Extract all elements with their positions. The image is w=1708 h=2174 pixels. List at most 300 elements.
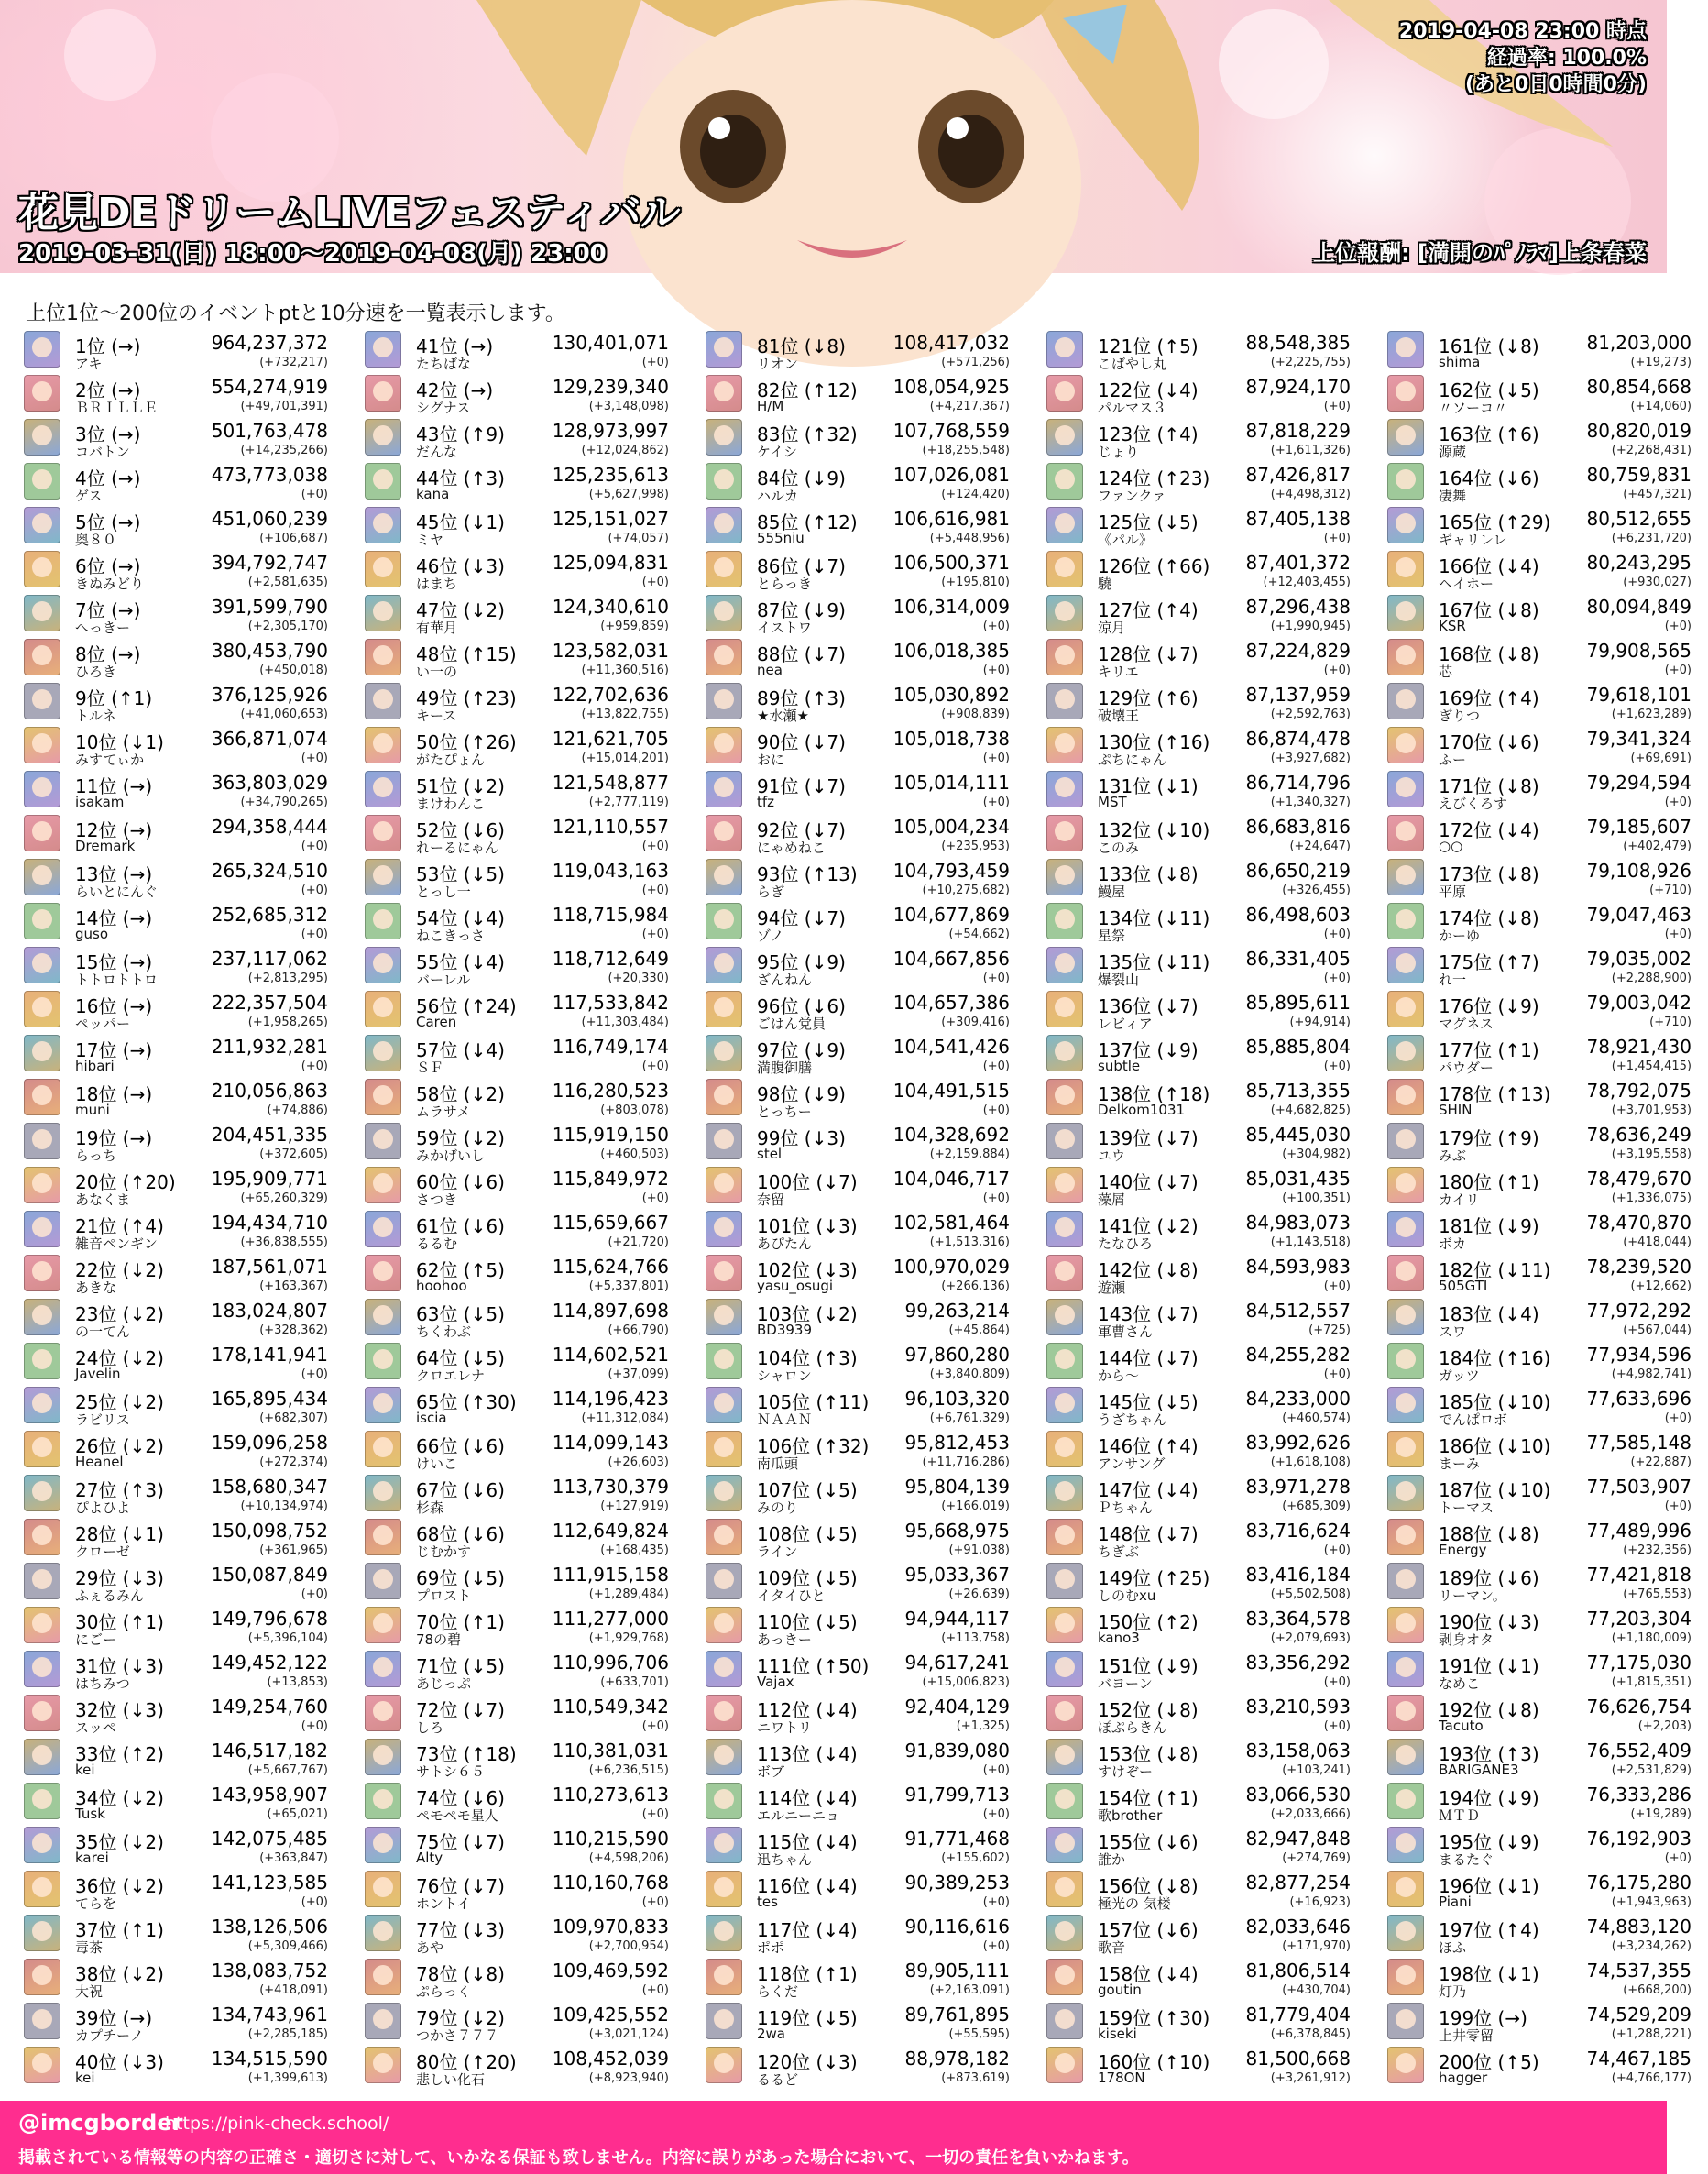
ranking-row	[706, 1782, 1026, 1826]
player-name: MST	[1098, 794, 1127, 810]
player-name: たなひろ	[1098, 1235, 1154, 1252]
idol-avatar-icon	[24, 507, 60, 544]
idol-avatar-icon	[365, 507, 401, 544]
rank-label: 39位 (→)	[75, 2007, 153, 2029]
player-name: トーマス	[1439, 1499, 1494, 1516]
rank-label: 136位 (↓7)	[1098, 995, 1199, 1017]
event-points: 125,151,027	[552, 508, 669, 530]
event-points: 77,503,907	[1586, 1476, 1692, 1498]
ranking-row	[1046, 1958, 1367, 2002]
ranking-row	[706, 2002, 1026, 2046]
ten-minute-delta: (+1,143,518)	[1270, 1235, 1351, 1249]
ranking-row	[1387, 1342, 1708, 1386]
event-points: 86,874,478	[1245, 728, 1351, 750]
idol-avatar-icon	[706, 551, 742, 587]
ranking-row	[24, 1650, 345, 1694]
ranking-row	[1046, 1914, 1367, 1958]
idol-avatar-icon	[706, 727, 742, 763]
ten-minute-delta: (+0)	[641, 356, 669, 369]
site-link[interactable]: https://pink-check.school/	[165, 2114, 389, 2134]
ranking-row	[706, 770, 1026, 814]
event-points: 149,254,760	[211, 1696, 328, 1718]
event-points: 79,618,101	[1586, 684, 1692, 706]
rank-label: 118位 (↑1)	[757, 1963, 858, 1985]
idol-avatar-icon	[24, 991, 60, 1027]
event-points: 110,381,031	[552, 1740, 669, 1762]
ranking-row	[24, 1342, 345, 1386]
ranking-row	[706, 1914, 1026, 1958]
rank-label: 31位 (↓3)	[75, 1655, 164, 1677]
event-points: 86,331,405	[1245, 948, 1351, 970]
rank-label: 115位 (↓4)	[757, 1831, 858, 1853]
ranking-row	[365, 330, 685, 374]
rank-label: 33位 (↑2)	[75, 1743, 164, 1765]
event-points: 85,031,435	[1245, 1168, 1351, 1190]
idol-avatar-icon	[706, 1563, 742, 1599]
idol-avatar-icon	[706, 815, 742, 851]
ranking-row	[24, 1298, 345, 1342]
ten-minute-delta: (+363,847)	[259, 1851, 328, 1865]
ranking-row	[24, 1254, 345, 1298]
ranking-row	[1046, 858, 1367, 902]
idol-avatar-icon	[24, 1475, 60, 1511]
ranking-row	[1046, 1738, 1367, 1782]
rank-label: 188位 (↓8)	[1439, 1523, 1539, 1545]
idol-avatar-icon	[24, 1519, 60, 1555]
player-name: ボカ	[1439, 1235, 1467, 1252]
ranking-row	[706, 374, 1026, 418]
event-points: 146,517,182	[211, 1740, 328, 1762]
idol-avatar-icon	[1387, 1167, 1424, 1203]
idol-avatar-icon	[1387, 1915, 1424, 1951]
event-points: 112,649,824	[552, 1520, 669, 1542]
rank-label: 85位 (↑12)	[757, 511, 858, 533]
rank-label: 144位 (↓7)	[1098, 1347, 1199, 1369]
event-points: 100,970,029	[892, 1256, 1010, 1278]
ranking-row	[365, 902, 685, 946]
rank-label: 134位 (↓11)	[1098, 907, 1210, 929]
idol-avatar-icon	[1046, 1959, 1083, 1995]
player-name: ゲス	[75, 488, 103, 504]
ranking-row	[1046, 726, 1367, 770]
event-points: 84,512,557	[1245, 1300, 1351, 1322]
idol-avatar-icon	[706, 1343, 742, 1379]
ten-minute-delta: (+0)	[982, 1807, 1010, 1821]
player-name: ギャリレレ	[1439, 532, 1507, 548]
event-points: 94,944,117	[904, 1608, 1010, 1630]
ranking-row	[1046, 330, 1367, 374]
ranking-row	[365, 1562, 685, 1606]
event-points: 109,425,552	[552, 2004, 669, 2026]
player-name: こばやし丸	[1098, 356, 1167, 372]
rank-label: 183位 (↓4)	[1439, 1303, 1539, 1325]
ten-minute-delta: (+2,777,119)	[588, 796, 669, 809]
event-points: 79,003,042	[1586, 992, 1692, 1014]
idol-avatar-icon	[706, 1167, 742, 1203]
ten-minute-delta: (+74,886)	[267, 1103, 328, 1117]
ten-minute-delta: (+0)	[1664, 1411, 1692, 1425]
idol-avatar-icon	[1387, 1475, 1424, 1511]
twitter-handle[interactable]: @imcgborder	[18, 2110, 183, 2136]
player-name: 迅ちゃん	[757, 1851, 813, 1868]
player-name: あっきー	[757, 1631, 812, 1648]
idol-avatar-icon	[1387, 1827, 1424, 1863]
event-points: 79,035,002	[1586, 948, 1692, 970]
event-points: 79,047,463	[1586, 904, 1692, 926]
rank-label: 63位 (↓5)	[416, 1303, 505, 1325]
event-points: 81,500,668	[1245, 2048, 1351, 2070]
player-name: あじっぷ	[416, 1675, 472, 1692]
player-name: トルネ	[75, 708, 116, 724]
event-points: 88,548,385	[1245, 332, 1351, 354]
rank-label: 50位 (↑26)	[416, 731, 517, 753]
event-points: 88,978,182	[904, 2048, 1010, 2070]
idol-avatar-icon	[706, 1651, 742, 1687]
rank-label: 100位 (↓7)	[757, 1171, 858, 1193]
ranking-row	[24, 1606, 345, 1650]
player-name: らぎ	[757, 884, 785, 900]
ranking-row	[24, 902, 345, 946]
ten-minute-delta: (+103,241)	[1282, 1763, 1351, 1777]
idol-avatar-icon	[365, 1739, 401, 1775]
ten-minute-delta: (+930,027)	[1623, 576, 1692, 589]
rank-label: 15位 (→)	[75, 951, 153, 973]
event-points: 94,617,241	[904, 1652, 1010, 1674]
ranking-row	[706, 990, 1026, 1034]
player-name: Tacuto	[1439, 1718, 1484, 1734]
rank-label: 176位 (↓9)	[1439, 995, 1539, 1017]
event-points: 79,185,607	[1586, 816, 1692, 838]
idol-avatar-icon	[1387, 2047, 1424, 2083]
event-points: 108,417,032	[892, 332, 1010, 354]
ranking-row	[24, 1474, 345, 1518]
rank-label: 32位 (↓3)	[75, 1699, 164, 1721]
player-name: Energy	[1439, 1542, 1487, 1558]
idol-avatar-icon	[1387, 639, 1424, 675]
idol-avatar-icon	[1387, 1959, 1424, 1995]
rank-label: 163位 (↑6)	[1439, 423, 1539, 445]
rank-label: 62位 (↑5)	[416, 1259, 505, 1281]
player-name: バーレル	[416, 972, 471, 988]
player-name: るるむ	[416, 1235, 458, 1252]
rank-label: 69位 (↓5)	[416, 1567, 505, 1589]
ranking-row	[1046, 1034, 1367, 1078]
idol-avatar-icon	[365, 331, 401, 368]
player-name: tfz	[757, 794, 775, 810]
player-name: 極光の 気楼	[1098, 1895, 1171, 1912]
rank-label: 13位 (→)	[75, 863, 153, 885]
ten-minute-delta: (+3,927,682)	[1270, 752, 1351, 765]
event-points: 77,175,030	[1586, 1652, 1692, 1674]
player-name: H/M	[757, 398, 784, 414]
ten-minute-delta: (+1,618,108)	[1270, 1455, 1351, 1469]
ten-minute-delta: (+1,180,009)	[1611, 1631, 1692, 1645]
rank-label: 46位 (↓3)	[416, 555, 505, 577]
player-name: キリエ	[1098, 664, 1139, 680]
rank-label: 116位 (↓4)	[757, 1875, 858, 1897]
idol-avatar-icon	[1387, 1651, 1424, 1687]
ranking-row	[1387, 1650, 1708, 1694]
rank-label: 41位 (→)	[416, 335, 494, 357]
idol-avatar-icon	[365, 1387, 401, 1423]
event-points: 194,434,710	[211, 1212, 328, 1234]
ranking-row	[1387, 1386, 1708, 1430]
idol-avatar-icon	[1387, 1695, 1424, 1731]
player-name: Caren	[416, 1014, 457, 1030]
ten-minute-delta: (+6,761,329)	[929, 1411, 1010, 1425]
rank-label: 60位 (↓6)	[416, 1171, 505, 1193]
rank-label: 83位 (↑32)	[757, 423, 858, 445]
ranking-row	[706, 1606, 1026, 1650]
ten-minute-delta: (+4,766,177)	[1611, 2071, 1692, 2085]
ranking-row	[1387, 858, 1708, 902]
ranking-row	[706, 1650, 1026, 1694]
player-name: シャロン	[757, 1367, 812, 1384]
ranking-row	[24, 726, 345, 770]
player-name: muni	[75, 1102, 110, 1118]
event-points: 81,806,514	[1245, 1960, 1351, 1982]
idol-avatar-icon	[1387, 903, 1424, 939]
rank-label: 36位 (↓2)	[75, 1875, 164, 1897]
event-points: 74,537,355	[1586, 1960, 1692, 1982]
ranking-row	[365, 594, 685, 638]
event-points: 117,533,842	[552, 992, 669, 1014]
player-name: ユウ	[1098, 1147, 1126, 1164]
rank-label: 114位 (↓4)	[757, 1787, 858, 1809]
idol-avatar-icon	[1387, 1299, 1424, 1335]
ranking-row	[365, 2046, 685, 2090]
idol-avatar-icon	[706, 1827, 742, 1863]
ten-minute-delta: (+19,273)	[1630, 356, 1692, 369]
ten-minute-delta: (+45,864)	[948, 1323, 1010, 1337]
idol-avatar-icon	[24, 1915, 60, 1951]
player-name: ガッツ	[1439, 1367, 1480, 1384]
player-name: 大祝	[75, 1983, 104, 2000]
rank-label: 5位 (→)	[75, 511, 141, 533]
ten-minute-delta: (+4,217,367)	[929, 400, 1010, 413]
rank-label: 30位 (↑1)	[75, 1611, 164, 1633]
idol-avatar-icon	[706, 1519, 742, 1555]
event-points: 77,421,818	[1586, 1564, 1692, 1586]
event-points: 114,602,521	[552, 1344, 669, 1366]
ten-minute-delta: (+2,285,185)	[247, 2027, 328, 2041]
rank-label: 55位 (↓4)	[416, 951, 505, 973]
rank-label: 153位 (↓8)	[1098, 1743, 1199, 1765]
rank-label: 14位 (→)	[75, 907, 153, 929]
player-name: とっし一	[416, 884, 471, 900]
event-points: 294,358,444	[211, 816, 328, 838]
ten-minute-delta: (+1,929,768)	[588, 1631, 669, 1645]
event-points: 110,215,590	[552, 1828, 669, 1850]
player-name: ふぇるみん	[75, 1587, 145, 1604]
event-points: 99,263,214	[904, 1300, 1010, 1322]
player-name: hagger	[1439, 2070, 1488, 2086]
ranking-row	[706, 462, 1026, 506]
rank-label: 4位 (→)	[75, 467, 141, 489]
ten-minute-delta: (+5,627,998)	[588, 488, 669, 501]
event-points: 125,094,831	[552, 552, 669, 574]
ten-minute-delta: (+12,024,862)	[581, 444, 669, 457]
rank-label: 97位 (↓9)	[757, 1039, 846, 1061]
rank-label: 191位 (↓1)	[1439, 1655, 1539, 1677]
event-points: 121,548,877	[552, 772, 669, 794]
player-name: じょり	[1098, 444, 1140, 460]
ten-minute-delta: (+0)	[301, 752, 328, 765]
idol-avatar-icon	[1046, 1475, 1083, 1511]
player-name: イタイひと	[757, 1587, 826, 1604]
idol-avatar-icon	[365, 375, 401, 412]
rank-label: 186位 (↓10)	[1439, 1435, 1551, 1457]
event-points: 80,512,655	[1586, 508, 1692, 530]
rank-label: 99位 (↓3)	[757, 1127, 846, 1149]
ranking-row	[365, 1342, 685, 1386]
player-name: すけぞー	[1098, 1763, 1154, 1780]
ranking-row	[1387, 1122, 1708, 1166]
event-points: 165,895,434	[211, 1388, 328, 1410]
ten-minute-delta: (+1,289,484)	[588, 1587, 669, 1601]
event-points: 104,793,459	[892, 860, 1010, 882]
player-name: へっきー	[75, 620, 131, 636]
ranking-row	[365, 946, 685, 990]
idol-avatar-icon	[365, 1475, 401, 1511]
idol-avatar-icon	[1387, 331, 1424, 368]
rank-label: 20位 (↑20)	[75, 1171, 176, 1193]
event-points: 138,126,506	[211, 1916, 328, 1938]
rank-label: 101位 (↓3)	[757, 1215, 858, 1237]
ranking-row	[1387, 1474, 1708, 1518]
event-points: 77,489,996	[1586, 1520, 1692, 1542]
ranking-row	[365, 1166, 685, 1210]
player-name: イストワ	[757, 620, 812, 636]
ten-minute-delta: (+668,200)	[1623, 1983, 1692, 1997]
ranking-row	[1387, 1738, 1708, 1782]
ten-minute-delta: (+0)	[1323, 1367, 1351, 1381]
idol-avatar-icon	[1046, 1695, 1083, 1731]
rank-label: 148位 (↓7)	[1098, 1523, 1199, 1545]
ranking-row	[1387, 1870, 1708, 1914]
player-name: うざちゃん	[1098, 1411, 1167, 1428]
ten-minute-delta: (+1,399,613)	[247, 2071, 328, 2085]
player-name: クローゼ	[75, 1543, 130, 1560]
ten-minute-delta: (+0)	[1323, 1675, 1351, 1689]
event-points: 150,098,752	[211, 1520, 328, 1542]
ranking-row	[24, 418, 345, 462]
idol-avatar-icon	[1387, 1255, 1424, 1291]
ten-minute-delta: (+3,021,124)	[588, 2027, 669, 2041]
ranking-row	[24, 814, 345, 858]
rank-label: 187位 (↓10)	[1439, 1479, 1551, 1501]
rank-label: 107位 (↓5)	[757, 1479, 858, 1501]
event-points: 82,877,254	[1245, 1872, 1351, 1894]
player-name: ＢＲＩＬＬＥ	[75, 400, 159, 416]
event-points: 115,849,972	[552, 1168, 669, 1190]
idol-avatar-icon	[24, 771, 60, 807]
player-name: 有華月	[416, 620, 458, 636]
rank-label: 127位 (↑4)	[1098, 599, 1199, 621]
ten-minute-delta: (+34,790,265)	[240, 796, 328, 809]
ten-minute-delta: (+0)	[982, 1895, 1010, 1909]
ten-minute-delta: (+0)	[982, 664, 1010, 677]
event-points: 102,581,464	[892, 1212, 1010, 1234]
ranking-row	[24, 374, 345, 418]
idol-avatar-icon	[706, 903, 742, 939]
ranking-row	[1387, 2046, 1708, 2090]
idol-avatar-icon	[24, 1123, 60, 1159]
event-points: 78,921,430	[1586, 1036, 1692, 1058]
idol-avatar-icon	[24, 859, 60, 895]
ranking-row	[365, 1914, 685, 1958]
idol-avatar-icon	[1046, 1343, 1083, 1379]
rank-label: 3位 (→)	[75, 423, 141, 445]
player-name: マグネス	[1439, 1016, 1494, 1032]
ranking-row	[1046, 638, 1367, 682]
player-name: つかさ７７７	[416, 2027, 499, 2044]
player-name: 剥身オタ	[1439, 1631, 1494, 1648]
intro-text: 上位1位～200位のイベントptと10分速を一覧表示します。	[26, 302, 565, 325]
ten-minute-delta: (+457,321)	[1623, 488, 1692, 501]
ten-minute-delta: (+2,079,693)	[1270, 1631, 1351, 1645]
idol-avatar-icon	[365, 1343, 401, 1379]
idol-avatar-icon	[1046, 1123, 1083, 1159]
rank-label: 53位 (↓5)	[416, 863, 505, 885]
idol-avatar-icon	[1387, 859, 1424, 895]
player-name: SHIN	[1439, 1102, 1473, 1118]
ten-minute-delta: (+20,330)	[608, 972, 669, 985]
ten-minute-delta: (+3,234,262)	[1611, 1939, 1692, 1953]
ten-minute-delta: (+0)	[1323, 1060, 1351, 1073]
ranking-row	[706, 1210, 1026, 1254]
rank-label: 84位 (↓9)	[757, 467, 846, 489]
ten-minute-delta: (+195,810)	[941, 576, 1010, 589]
player-name: ぽぷらきん	[1098, 1719, 1167, 1736]
rank-label: 78位 (↓8)	[416, 1963, 505, 1985]
event-points: 252,685,312	[211, 904, 328, 926]
idol-avatar-icon	[706, 1255, 742, 1291]
ranking-row	[706, 1826, 1026, 1870]
idol-avatar-icon	[365, 463, 401, 500]
idol-avatar-icon	[365, 683, 401, 719]
ten-minute-delta: (+0)	[1323, 400, 1351, 413]
rank-label: 77位 (↓3)	[416, 1919, 505, 1941]
ten-minute-delta: (+0)	[641, 576, 669, 589]
rank-label: 157位 (↓6)	[1098, 1919, 1199, 1941]
ranking-row	[365, 1034, 685, 1078]
ten-minute-delta: (+1,623,289)	[1611, 708, 1692, 721]
idol-avatar-icon	[365, 2003, 401, 2039]
player-name: みぶ	[1439, 1147, 1467, 1164]
player-name: がたぴょん	[416, 752, 486, 768]
event-points: 77,633,696	[1586, 1388, 1692, 1410]
rank-label: 18位 (→)	[75, 1083, 153, 1105]
idol-avatar-icon	[24, 1739, 60, 1775]
ranking-row	[24, 990, 345, 1034]
ten-minute-delta: (+0)	[301, 1895, 328, 1909]
idol-avatar-icon	[1046, 815, 1083, 851]
rank-label: 160位 (↑10)	[1098, 2051, 1210, 2073]
snapshot-info	[1399, 18, 1647, 98]
ranking-row	[24, 1210, 345, 1254]
ten-minute-delta: (+0)	[641, 840, 669, 853]
ten-minute-delta: (+732,217)	[259, 356, 328, 369]
ranking-row	[365, 1518, 685, 1562]
idol-avatar-icon	[1046, 463, 1083, 500]
event-points: 104,667,856	[892, 948, 1010, 970]
ten-minute-delta: (+0)	[1323, 532, 1351, 545]
rank-label: 47位 (↓2)	[416, 599, 505, 621]
ranking-row	[365, 1826, 685, 1870]
ten-minute-delta: (+1,288,221)	[1611, 2027, 1692, 2041]
event-points: 86,714,796	[1245, 772, 1351, 794]
